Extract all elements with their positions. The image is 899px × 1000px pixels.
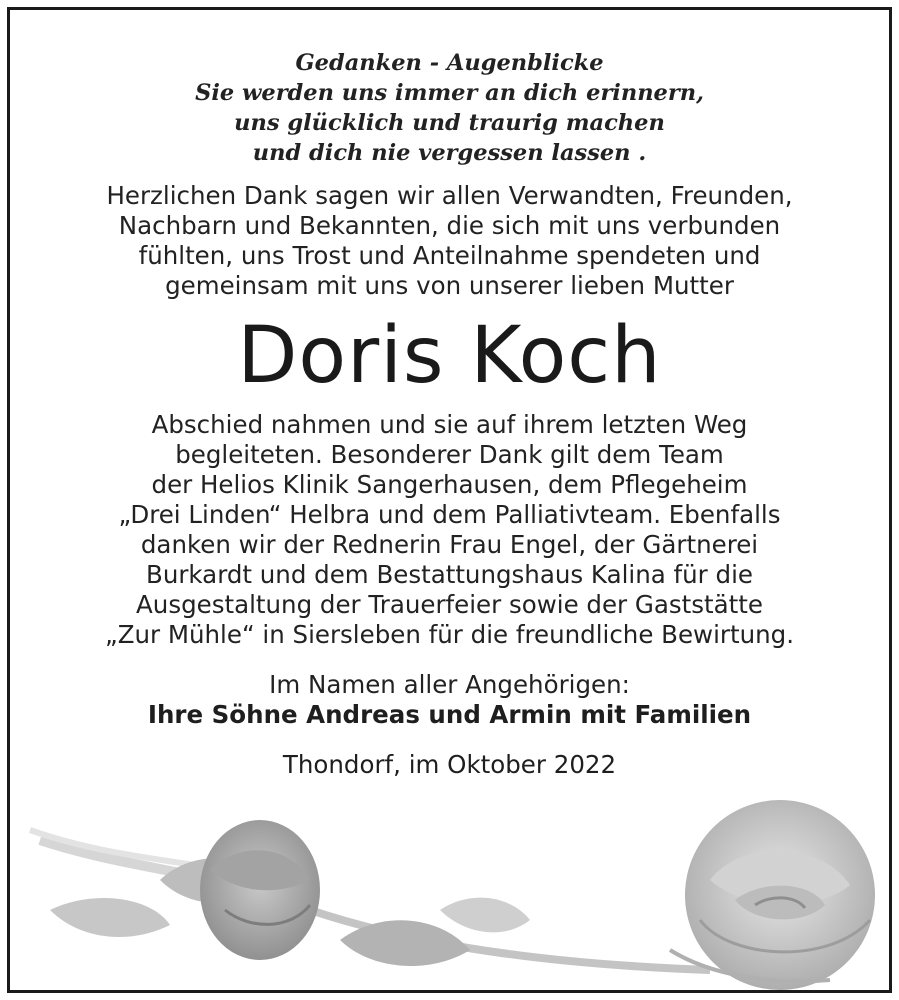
farewell-line: begleiteten. Besonderer Dank gilt dem Team: [175, 440, 724, 469]
notice-content: [10, 10, 889, 780]
thanks-line: fühlten, uns Trost und Anteilnahme spendeten und: [138, 241, 761, 270]
farewell-paragraph: [10, 410, 889, 650]
poem-line: Gedanken - Augenblicke: [295, 50, 604, 76]
farewell-line: „Drei Linden“ Helbra und dem Palliativteam. Ebenfalls: [118, 500, 781, 529]
farewell-line: Abschied nahmen und sie auf ihrem letzten Weg: [151, 410, 748, 439]
farewell-line: „Zur Mühle“ in Siersleben für die freundliche Bewirtung.: [105, 620, 794, 649]
poem: [10, 48, 889, 168]
thanks-line: Herzlichen Dank sagen wir allen Verwandten, Freunden,: [106, 181, 793, 210]
signature-intro: Im Namen aller Angehörigen:: [269, 670, 630, 699]
poem-line: und dich nie vergessen lassen .: [252, 140, 647, 166]
poem-line: uns glücklich und traurig machen: [234, 110, 665, 136]
thanks-paragraph: [10, 181, 889, 301]
thanks-line: gemeinsam mit uns von unserer lieben Mutter: [165, 271, 734, 300]
farewell-line: der Helios Klinik Sangerhausen, dem Pflegeheim: [151, 470, 748, 499]
farewell-line: Ausgestaltung der Trauerfeier sowie der Gaststätte: [136, 590, 763, 619]
thanks-line: Nachbarn und Bekannten, die sich mit uns verbunden: [118, 211, 781, 240]
place-date: Thondorf, im Oktober 2022: [282, 750, 617, 779]
farewell-line: danken wir der Rednerin Frau Engel, der Gärtnerei: [140, 530, 759, 559]
rose-icon: [10, 800, 889, 990]
obituary-notice: [7, 7, 892, 993]
deceased-name: Doris Koch: [237, 311, 662, 401]
poem-line: Sie werden uns immer an dich erinnern,: [195, 80, 704, 106]
signature-names: Ihre Söhne Andreas und Armin mit Familien: [147, 700, 752, 729]
farewell-line: Burkardt und dem Bestattungshaus Kalina für die: [146, 560, 753, 589]
